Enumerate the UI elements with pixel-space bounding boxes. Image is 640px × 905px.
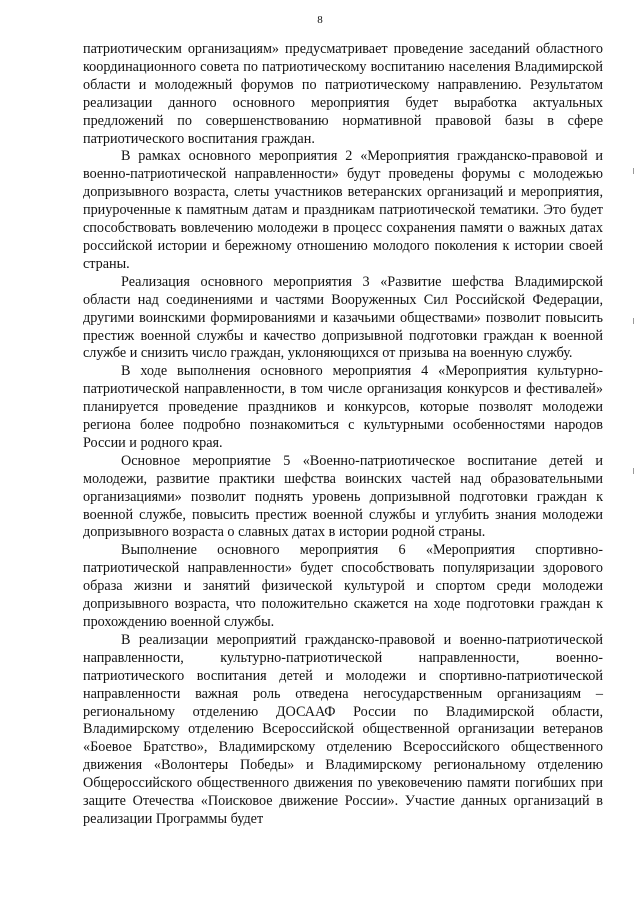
document-body bbox=[83, 41, 603, 829]
scan-edge-mark bbox=[633, 168, 634, 174]
paragraph-event-3: Реализация основного мероприятия 3 «Развитие шефства Владимирской области над соединениями и частями Вооруженных Сил Российской Федерации, другими воинскими формированиями и казачьими обществами» позволит повысить престиж военной службы и качество допризывной подготовки граждан к военной службе и снизить число граждан, уклоняющихся от призыва на военную службу. bbox=[83, 273, 603, 362]
paragraph-event-5: Основное мероприятие 5 «Военно-патриотическое воспитание детей и молодежи, развитие практики шефства воинских частей над образовательными организациями» позволит поднять уровень допризывной подготовки граждан к военной службе, повысить престиж военной службы и углубить знания молодежи допризывного возраста о славных датах в истории родной страны. bbox=[83, 452, 603, 541]
paragraph-event-4: В ходе выполнения основного мероприятия 4 «Мероприятия культурно-патриотической направленности, в том числе организация конкурсов и фестивалей» планируется проведение праздников и конкурсов, которые позволят молодежи региона более подробно познакомиться с культурными особенностями народов России и родного края. bbox=[83, 363, 603, 451]
scan-edge-mark bbox=[633, 468, 634, 474]
paragraph-event-2: В рамках основного мероприятия 2 «Мероприятия гражданско-правовой и военно-патриотической направленности» будут проведены форумы с молодежью допризывного возраста, слеты участников ветеранских организаций и мероприятия, приуроченные к памятным датам и праздникам патриотической тематики. Это будет способствовать вовлечению молодежи в процесс сохранения памяти о важных датах российской истории и бережному отношению молодого поколения к истории своей страны. bbox=[83, 148, 603, 272]
scan-edge-mark bbox=[633, 318, 634, 324]
page-number: 8 bbox=[317, 14, 323, 26]
paragraph-event-6: Выполнение основного мероприятия 6 «Мероприятия спортивно-патриотической направленности» будет способствовать популяризации здорового образа жизни и занятий физической культурой и спортом среди молодежи допризывного возраста, что положительно скажется на ходе подготовки граждан к прохождению военной службы. bbox=[83, 542, 603, 630]
paragraph-continuation: патриотическим организациям» предусматривает проведение заседаний областного координационного совета по патриотическому воспитанию населения Владимирской области и молодежный форумов по патриотическому направлению. Результатом реализации данного основного мероприятия будет выработка актуальных предложений по совершенствованию нормативной правовой базы в сфере патриотического воспитания граждан. bbox=[83, 41, 603, 147]
paragraph-ngo-role: В реализации мероприятий гражданско-правовой и военно-патриотической направленности, культурно-патриотической направленности, военно-патриотического воспитания детей и молодежи и спортивно-патриотической направленности важная роль отведена негосударственным организациям – региональному отделению ДОСААФ России по Владимирской области, Владимирскому отделению Всероссийской общественной организации ветеранов «Боевое Братство», Владимирскому отделению Всероссийского общественного движения «Волонтеры Победы» и Владимирскому региональному отделению Общероссийского общественного движения по увековечению памяти погибших при защите Отечества «Поисковое движение России». Участие данных организаций в реализации Программы будет bbox=[83, 631, 603, 827]
